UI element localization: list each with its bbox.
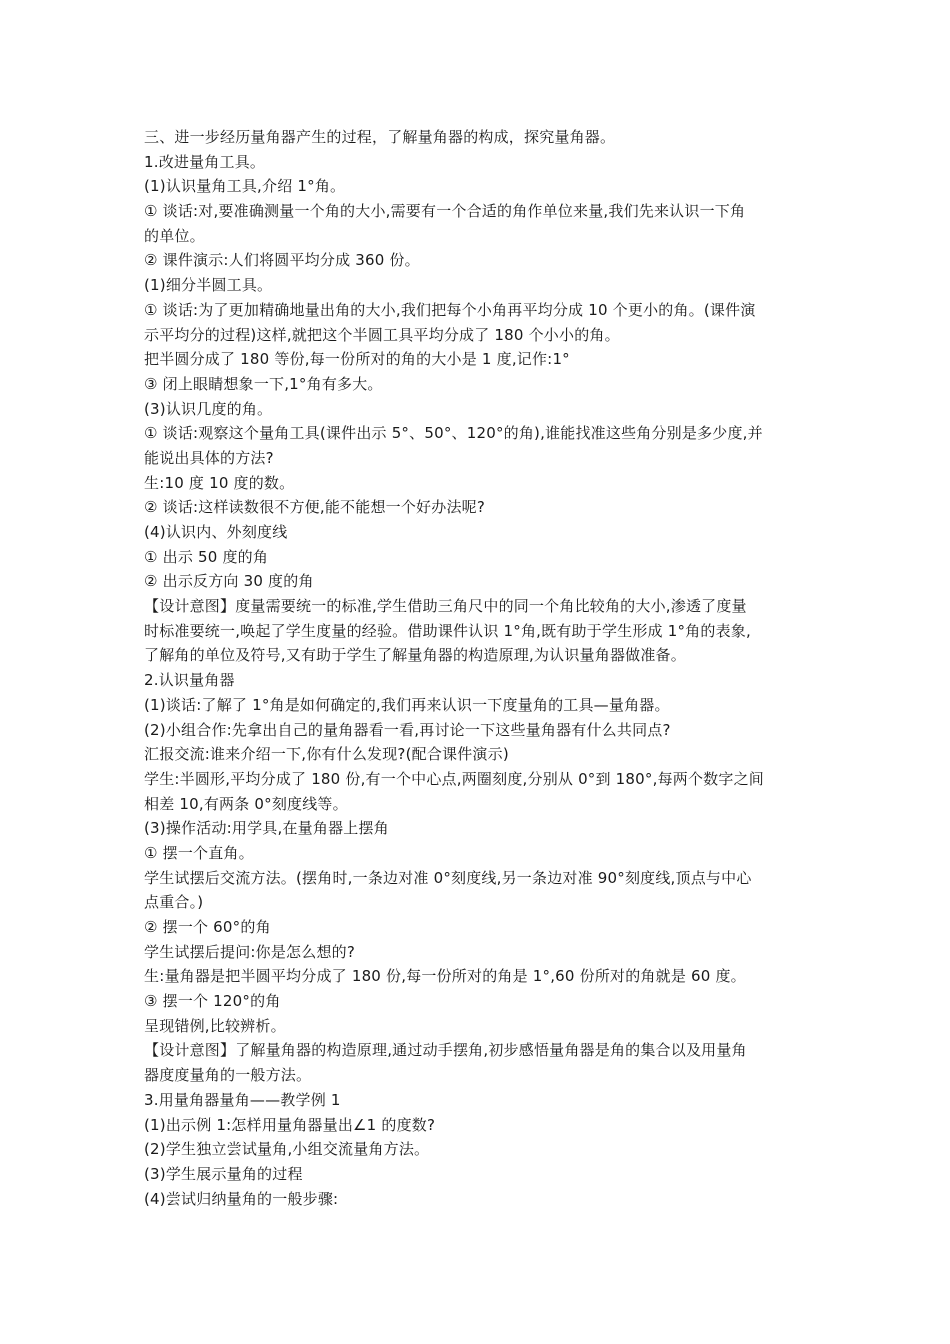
paragraph-line: ① 摆一个直角。: [144, 843, 254, 862]
paragraph-line: (3)操作活动:用学具,在量角器上摆角: [144, 819, 389, 838]
paragraph-line: (4)尝试归纳量角的一般步骤:: [144, 1189, 339, 1208]
design-intent-line: 了解角的单位及符号,又有助于学生了解量角器的构造原理,为认识量角器做准备。: [144, 646, 686, 665]
subheading: 1.改进量角工具。: [144, 152, 266, 171]
paragraph-line: 生:10 度 10 度的数。: [144, 473, 295, 492]
paragraph-line: ② 出示反方向 30 度的角: [144, 572, 314, 591]
design-intent-line: 【设计意图】了解量角器的构造原理,通过动手摆角,初步感悟量角器是角的集合以及用量角: [144, 1041, 747, 1060]
paragraph-line: 点重合。): [144, 893, 204, 912]
paragraph-line: 相差 10,有两条 0°刻度线等。: [144, 794, 348, 813]
paragraph-line: (3)认识几度的角。: [144, 399, 273, 418]
paragraph-line: (1)谈话:了解了 1°角是如何确定的,我们再来认识一下度量角的工具—量角器。: [144, 695, 670, 714]
paragraph-line: ③ 摆一个 120°的角: [144, 992, 281, 1011]
paragraph-line: ③ 闭上眼睛想象一下,1°角有多大。: [144, 374, 383, 393]
paragraph-line: ② 谈话:这样读数很不方便,能不能想一个好办法呢?: [144, 498, 486, 517]
paragraph-line: 的单位。: [144, 226, 205, 245]
document-body: [144, 125, 816, 1211]
design-intent-line: 时标准要统一,唤起了学生度量的经验。借助课件认识 1°角,既有助于学生形成 1°角的表象,: [144, 621, 751, 640]
paragraph-line: (2)学生独立尝试量角,小组交流量角方法。: [144, 1140, 430, 1159]
paragraph-line: 汇报交流:谁来介绍一下,你有什么发现?(配合课件演示): [144, 745, 509, 764]
paragraph-line: 学生试摆后交流方法。(摆角时,一条边对准 0°刻度线,另一条边对准 90°刻度线,顶点与中心: [144, 868, 752, 887]
paragraph-line: 能说出具体的方法?: [144, 448, 274, 467]
section-heading: 三、进一步经历量角器产生的过程，了解量角器的构成，探究量角器。: [144, 128, 616, 146]
paragraph-line: ① 谈话:对,要准确测量一个角的大小,需要有一个合适的角作单位来量,我们先来认识一下角: [144, 202, 746, 221]
subheading: 3.用量角器量角——教学例 1: [144, 1090, 341, 1109]
paragraph-line: 学生:半圆形,平均分成了 180 份,有一个中心点,两圈刻度,分别从 0°到 180°,每两个数字之间: [144, 769, 764, 788]
paragraph-line: (1)认识量角工具,介绍 1°角。: [144, 177, 346, 196]
paragraph-line: 把半圆分成了 180 等份,每一份所对的角的大小是 1 度,记作:1°: [144, 350, 570, 369]
paragraph-line: ② 摆一个 60°的角: [144, 918, 271, 936]
paragraph-line: 呈现错例,比较辨析。: [144, 1016, 286, 1035]
paragraph-line: (3)学生展示量角的过程: [144, 1164, 303, 1183]
paragraph-line: ① 出示 50 度的角: [144, 547, 269, 566]
paragraph-line: 示平均分的过程)这样,就把这个半圆工具平均分成了 180 个小小的角。: [144, 325, 620, 344]
paragraph-line: (2)小组合作:先拿出自己的量角器看一看,再讨论一下这些量角器有什么共同点?: [144, 720, 671, 739]
paragraph-line: 生:量角器是把半圆平均分成了 180 份,每一份所对的角是 1°,60 份所对的角就是 60 度。: [144, 967, 746, 986]
paragraph-line: 学生试摆后提问:你是怎么想的?: [144, 942, 356, 961]
subheading: 2.认识量角器: [144, 671, 235, 690]
paragraph-line: ① 谈话:为了更加精确地量出角的大小,我们把每个小角再平均分成 10 个更小的角。(课件演: [144, 300, 756, 319]
design-intent-line: 【设计意图】度量需要统一的标准,学生借助三角尺中的同一个角比较角的大小,渗透了度量: [144, 597, 747, 616]
paragraph-line: ① 谈话:观察这个量角工具(课件出示 5°、50°、120°的角),谁能找准这些角分别是多少度,并: [144, 424, 763, 443]
paragraph-line: (4)认识内、外刻度线: [144, 523, 288, 541]
paragraph-line: (1)细分半圆工具。: [144, 276, 273, 295]
paragraph-line: (1)出示例 1:怎样用量角器量出∠1 的度数?: [144, 1115, 436, 1134]
design-intent-line: 器度度量角的一般方法。: [144, 1066, 312, 1085]
paragraph-line: ② 课件演示:人们将圆平均分成 360 份。: [144, 251, 420, 270]
